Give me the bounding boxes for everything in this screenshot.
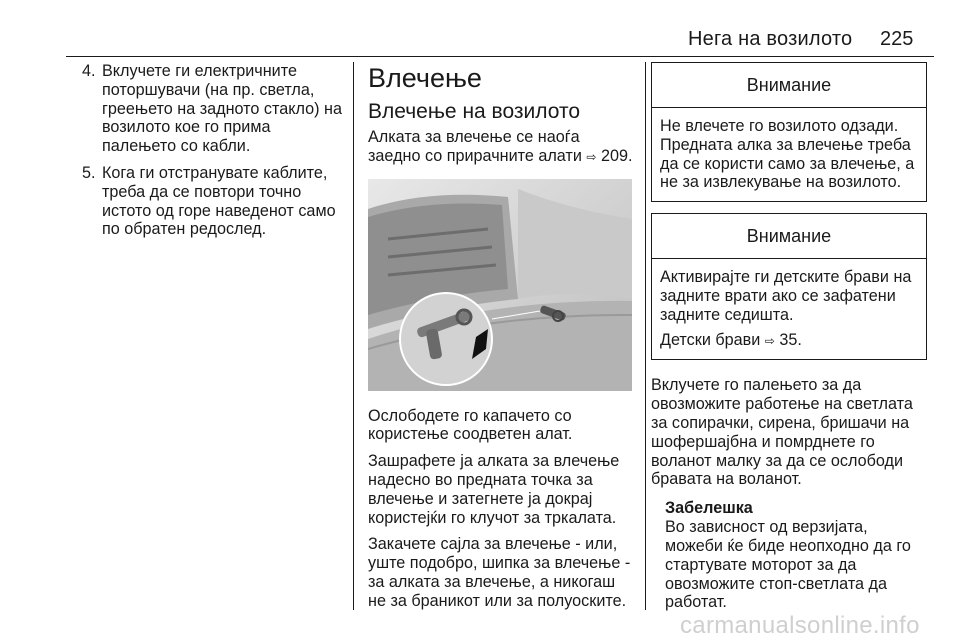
towing-eye-illustration — [368, 179, 632, 391]
list-item — [82, 164, 344, 239]
list-item — [82, 62, 344, 156]
child-locks-reference — [660, 331, 918, 351]
paragraph-remove-cap: Ослободете го капачето со користење соодветен алат. — [368, 406, 573, 444]
reference-arrow-icon: ⇨ — [764, 333, 775, 348]
list-item-text: Кога ги отстранувате каблите, треба да се повтори точно истото од горе наведенот само по обратен редослед. — [102, 163, 336, 239]
intro-page-ref[interactable]: 209. — [600, 146, 633, 165]
warning-body — [652, 259, 926, 359]
intro-text: Алката за влечење се наоѓа заедно со прирачните алати — [368, 128, 582, 165]
paragraph-attach-rope: Закачете сајла за влечење - или, уште подобро, шипка за влечење - за алката за влечење, а никогаш не за браникот или за полуоските. — [368, 535, 631, 610]
page-number: 225 — [880, 28, 914, 50]
list-item-number: 5. — [82, 163, 96, 182]
warning-body — [652, 108, 926, 201]
page-header-title: Нега на возилото — [688, 28, 853, 50]
note-block — [651, 499, 927, 612]
warning-box — [651, 213, 927, 360]
paragraph-screw-eye: Зашрафете ја алката за влечење надесно во предната точка за влечење и затегнете ја докрај користејќи го клучот за тркалата. — [368, 452, 620, 527]
warning-title: Внимание — [652, 63, 926, 108]
towing-eye-illustration-svg — [368, 179, 632, 391]
towing-section — [368, 62, 636, 619]
watermark: carmanualsonline.info — [680, 612, 920, 639]
section-subheading: Влечење на возилото — [368, 100, 581, 123]
warning-title: Внимание — [652, 214, 926, 259]
reference-label: Детски брави — [660, 330, 761, 349]
reference-page[interactable]: 35. — [779, 330, 802, 349]
note-text: Во зависност од верзијата, можеби ќе биде неопходно да го стартувате моторот за да овозможите стоп-светлата да работат. — [665, 518, 911, 612]
header-rule — [66, 56, 934, 57]
intro-paragraph — [368, 128, 636, 167]
reference-arrow-icon: ⇨ — [586, 149, 597, 164]
warning-text: Не влечете го возилото одзади. Предната алка за влечење треба да се користи само за влечење, а не за извлекување на возилото. — [660, 117, 915, 192]
list-item-number: 4. — [82, 62, 96, 80]
column-divider-left — [353, 62, 354, 610]
list-item-text: Вклучете ги електричните поторшувачи (на пр. светла, греењето на задното стакло) на возилото кое го прима палењето со кабли. — [102, 62, 342, 156]
column-divider-right — [645, 62, 646, 610]
section-heading: Влечење — [368, 63, 482, 93]
jump-start-steps — [82, 62, 344, 247]
warning-text: Активирајте ги детските брави на задните врати ако се зафатени задните седишта. — [660, 268, 912, 324]
ignition-paragraph: Вклучете го палењето за да овозможите работење на светлата за сопирачки, сирена, бришачи на шофершајбна и помрднете го воланот малку за да се ослободи бравата на воланот. — [651, 376, 913, 489]
warning-box — [651, 62, 927, 202]
note-title: Забелешка — [665, 499, 753, 518]
warnings-column — [651, 62, 927, 620]
